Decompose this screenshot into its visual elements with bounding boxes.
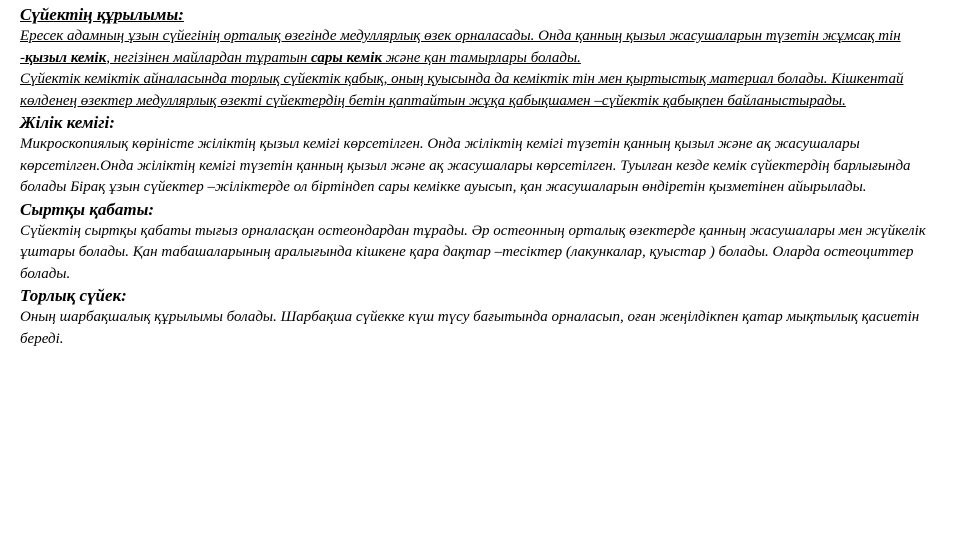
red-marrow-term: қызыл кемік: [25, 49, 107, 66]
structure-paragraph-2: Сүйектік кеміктік айналасында торлық сүйектік қабық, оның қуысында да кеміктік тін мен қыртыстық материал болады. Кішкентай көлденең өзектер медуллярлық өзекті сүйектердің бетін қаптайтын жұқа қабықшамен –сүйектік қабықпен байланыстырады.: [20, 71, 904, 109]
structure-paragraph-1: [20, 26, 945, 69]
structure-p1-text-1: Ересек адамның ұзын сүйегінің орталық өзегінде медуллярлық өзек орналасады. Онда қанның қызыл жасушаларын түзетін жұмсақ тін -: [20, 28, 901, 66]
marrow-heading: Жілік кемігі:: [20, 113, 115, 132]
structure-heading: Сүйектің құрылымы:: [20, 5, 184, 24]
structure-p1-text-3: және қан тамырлары болады.: [381, 49, 581, 66]
outer-layer-paragraph: Сүйектің сыртқы қабаты тығыз орналасқан остеондардан тұрады. Әр остеонның орталық өзектерде қанның жасушалары мен жүйкелік ұштары болады. Қан табашаларының аралығында кішкене қара дақтар –тесіктер (лакункалар, қуыстар ) болады. Оларда остеоциттер болады.: [20, 222, 926, 282]
yellow-marrow-term: сары кемік: [311, 49, 382, 66]
spongy-bone-heading: Торлық сүйек:: [20, 286, 127, 305]
marrow-paragraph: Микроскопиялық көріністе жіліктің қызыл кемігі көрсетілген. Онда жіліктің кемігі түзетін қанның қызыл және ақ жасушалары көрсетілген.Онда жіліктің кемігі түзетін қанның қызыл және ақ жасушалары көрсетілген. Туылған кезде кемік сүйектердің барлығында болады Бірақ ұзын сүйектер –жіліктерде ол біртіндеп сары кемікке ауысып, қан жасушаларын өндіретін қызметінен айырылады.: [20, 136, 911, 195]
spongy-bone-paragraph: Оның шарбақшалық құрылымы болады. Шарбақша сүйекке күш түсу бағытында орналасып, оған жеңілдікпен қатар мықтылық қасиетін береді.: [20, 309, 920, 347]
outer-layer-heading: Сыртқы қабаты:: [20, 199, 155, 219]
slide-content: [20, 4, 945, 350]
structure-p1-text-2: , негізінен майлардан тұратын: [106, 49, 312, 66]
